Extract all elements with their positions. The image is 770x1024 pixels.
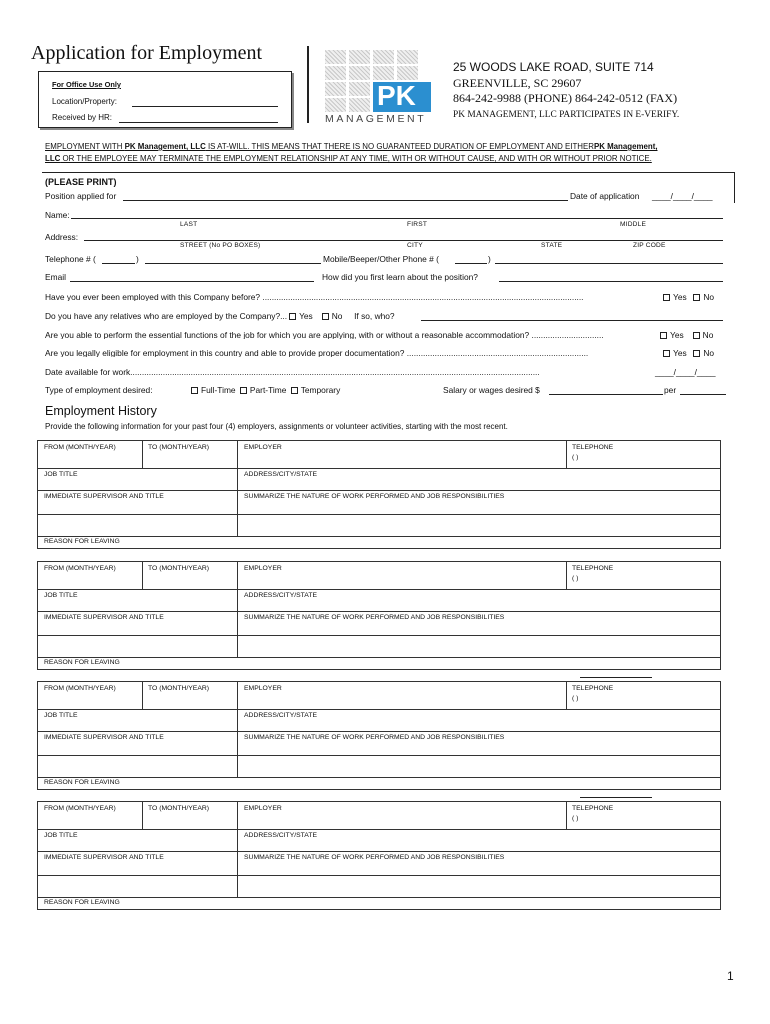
telephone-close-paren: ) bbox=[136, 254, 139, 264]
date-available-label: Date available for work................................................................................................................................................................................ bbox=[45, 368, 540, 377]
employer-name-label: EMPLOYER bbox=[244, 444, 282, 451]
learn-about-label: How did you first learn about the position? bbox=[322, 272, 478, 282]
temporary-checkbox[interactable] bbox=[291, 387, 298, 394]
q-legally-eligible: Are you legally eligible for employment in this country and able to provide proper documentation? .............................................................................. bbox=[45, 349, 589, 358]
position-applied-field[interactable] bbox=[123, 200, 568, 201]
address-sub-city: CITY bbox=[407, 242, 423, 249]
essential-yes-checkbox[interactable] bbox=[660, 332, 667, 339]
essential-no-checkbox[interactable] bbox=[693, 332, 700, 339]
work-summary-label: SUMMARIZE THE NATURE OF WORK PERFORMED AND JOB RESPONSIBILITIES bbox=[244, 734, 505, 741]
page-number: 1 bbox=[727, 969, 734, 983]
full-time-checkbox[interactable] bbox=[191, 387, 198, 394]
reason-for-leaving-field[interactable] bbox=[38, 657, 722, 671]
type-employment-label: Type of employment desired: bbox=[45, 385, 153, 395]
company-everify: PK MANAGEMENT, LLC PARTICIPATES IN E-VERIFY. bbox=[453, 110, 680, 120]
office-use-heading: For Office Use Only bbox=[52, 80, 121, 89]
name-sub-middle: MIDDLE bbox=[620, 221, 647, 228]
date-of-application-field[interactable]: ____/____/____ bbox=[652, 191, 713, 201]
employer-to-label: TO (MONTH/YEAR) bbox=[148, 685, 210, 692]
employer-telephone-label: TELEPHONE bbox=[572, 805, 614, 812]
email-field[interactable] bbox=[70, 281, 314, 282]
received-by-hr-field[interactable] bbox=[119, 122, 278, 123]
salary-label: Salary or wages desired $ bbox=[443, 385, 540, 395]
company-phone-fax: 864-242-9988 (PHONE) 864-242-0512 (FAX) bbox=[453, 91, 678, 105]
employer-address-label: ADDRESS/CITY/STATE bbox=[244, 592, 318, 599]
employer-telephone-paren: ( ) bbox=[572, 575, 579, 582]
per-field[interactable] bbox=[680, 394, 726, 395]
separator-line bbox=[580, 797, 652, 798]
employer-address-label: ADDRESS/CITY/STATE bbox=[244, 471, 318, 478]
employed-yes-checkbox[interactable] bbox=[663, 294, 670, 301]
per-label: per bbox=[664, 385, 677, 395]
company-address-street: 25 WOODS LAKE ROAD, SUITE 714 bbox=[453, 60, 654, 74]
type-employment-options: Full-Time Part-Time Temporary bbox=[189, 386, 340, 394]
reason-for-leaving-field[interactable] bbox=[38, 897, 722, 911]
work-summary-label: SUMMARIZE THE NATURE OF WORK PERFORMED AND JOB RESPONSIBILITIES bbox=[244, 614, 505, 621]
employer-telephone-paren: ( ) bbox=[572, 454, 579, 461]
employer-name-field[interactable] bbox=[237, 562, 566, 589]
supervisor-label: IMMEDIATE SUPERVISOR AND TITLE bbox=[44, 854, 164, 861]
address-field[interactable] bbox=[84, 240, 723, 241]
job-title-label: JOB TITLE bbox=[44, 832, 78, 839]
mobile-close-paren: ) bbox=[488, 254, 491, 264]
employer-from-label: FROM (MONTH/YEAR) bbox=[44, 565, 116, 572]
address-sub-street: STREET (No PO BOXES) bbox=[180, 242, 261, 249]
name-sub-last: LAST bbox=[180, 221, 198, 228]
reason-for-leaving-label: REASON FOR LEAVING bbox=[44, 538, 120, 545]
office-use-box bbox=[38, 71, 292, 128]
separator-line bbox=[580, 677, 652, 678]
employer-telephone-paren: ( ) bbox=[572, 695, 579, 702]
reason-for-leaving-field[interactable] bbox=[38, 536, 722, 550]
q-employed-before: Have you ever been employed with this Company before? .......................................................................................................................................... bbox=[45, 293, 584, 302]
reason-for-leaving-label: REASON FOR LEAVING bbox=[44, 779, 120, 786]
address-sub-state: STATE bbox=[541, 242, 563, 249]
location-property-field[interactable] bbox=[132, 106, 278, 107]
telephone-area-field[interactable] bbox=[102, 263, 135, 264]
mobile-phone-label: Mobile/Beeper/Other Phone # ( bbox=[323, 254, 439, 264]
relatives-no-checkbox[interactable] bbox=[322, 313, 329, 320]
employer-block-4 bbox=[37, 801, 721, 910]
address-sub-zip: ZIP CODE bbox=[633, 242, 666, 249]
employer-to-label: TO (MONTH/YEAR) bbox=[148, 565, 210, 572]
supervisor-label: IMMEDIATE SUPERVISOR AND TITLE bbox=[44, 493, 164, 500]
eligible-yes-checkbox[interactable] bbox=[663, 350, 670, 357]
pk-logo bbox=[325, 50, 435, 126]
employer-name-field[interactable] bbox=[237, 802, 566, 829]
employer-name-label: EMPLOYER bbox=[244, 685, 282, 692]
work-summary-label: SUMMARIZE THE NATURE OF WORK PERFORMED AND JOB RESPONSIBILITIES bbox=[244, 854, 505, 861]
employment-history-intro: Provide the following information for your past four (4) employers, assignments or volunteer activities, starting with the most recent. bbox=[45, 422, 508, 431]
job-title-label: JOB TITLE bbox=[44, 592, 78, 599]
job-title-label: JOB TITLE bbox=[44, 471, 78, 478]
telephone-number-field[interactable] bbox=[145, 263, 321, 264]
name-field[interactable] bbox=[71, 218, 723, 219]
employer-name-label: EMPLOYER bbox=[244, 805, 282, 812]
employer-name-field[interactable] bbox=[237, 682, 566, 709]
at-will-notice-line2: LLC OR THE EMPLOYEE MAY TERMINATE THE EMPLOYMENT RELATIONSHIP AT ANY TIME, WITH OR WITHOUT CAUSE, AND WITH OR WITHOUT PRIOR NOTICE. bbox=[45, 154, 652, 163]
work-summary-label: SUMMARIZE THE NATURE OF WORK PERFORMED AND JOB RESPONSIBILITIES bbox=[244, 493, 505, 500]
telephone-label: Telephone # ( bbox=[45, 254, 96, 264]
please-print-label: (PLEASE PRINT) bbox=[45, 177, 117, 187]
supervisor-label: IMMEDIATE SUPERVISOR AND TITLE bbox=[44, 734, 164, 741]
reason-for-leaving-label: REASON FOR LEAVING bbox=[44, 899, 120, 906]
mobile-number-field[interactable] bbox=[495, 263, 723, 264]
header-divider bbox=[307, 46, 309, 123]
part-time-checkbox[interactable] bbox=[240, 387, 247, 394]
employer-telephone-label: TELEPHONE bbox=[572, 685, 614, 692]
company-address-city: GREENVILLE, SC 29607 bbox=[453, 76, 582, 90]
date-of-application-label: Date of application bbox=[570, 191, 640, 201]
employer-name-field[interactable] bbox=[237, 441, 566, 468]
salary-field[interactable] bbox=[549, 394, 663, 395]
reason-for-leaving-field[interactable] bbox=[38, 777, 722, 791]
employer-block-3 bbox=[37, 681, 721, 790]
employer-telephone-label: TELEPHONE bbox=[572, 444, 614, 451]
employer-to-label: TO (MONTH/YEAR) bbox=[148, 805, 210, 812]
learn-about-field[interactable] bbox=[499, 281, 723, 282]
q-essential-options: Yes No bbox=[658, 331, 713, 339]
date-available-field[interactable]: ____/____/____ bbox=[655, 367, 716, 377]
employer-address-label: ADDRESS/CITY/STATE bbox=[244, 712, 318, 719]
employer-from-label: FROM (MONTH/YEAR) bbox=[44, 685, 116, 692]
mobile-area-field[interactable] bbox=[455, 263, 487, 264]
relatives-yes-checkbox[interactable] bbox=[289, 313, 296, 320]
employer-from-label: FROM (MONTH/YEAR) bbox=[44, 805, 116, 812]
pk-logo-word: MANAGEMENT bbox=[325, 113, 427, 125]
reason-for-leaving-label: REASON FOR LEAVING bbox=[44, 659, 120, 666]
employer-block-1 bbox=[37, 440, 721, 549]
yes-label: Yes bbox=[673, 292, 687, 302]
q-relatives: Do you have any relatives who are employed by the Company?... Yes No If so, who? bbox=[45, 311, 395, 321]
eligible-no-checkbox[interactable] bbox=[693, 350, 700, 357]
employer-address-label: ADDRESS/CITY/STATE bbox=[244, 832, 318, 839]
q-essential-functions: Are you able to perform the essential functions of the job for which you are applying, with or without a reasonable accommodation? ............................... bbox=[45, 331, 604, 340]
employment-history-heading: Employment History bbox=[45, 404, 157, 418]
position-applied-label: Position applied for bbox=[45, 191, 117, 201]
supervisor-label: IMMEDIATE SUPERVISOR AND TITLE bbox=[44, 614, 164, 621]
at-will-notice-line1: EMPLOYMENT WITH PK Management, LLC IS AT-WILL. THIS MEANS THAT THERE IS NO GUARANTEED DURATION OF EMPLOYMENT AND EITHERPK Management, bbox=[45, 142, 658, 151]
employed-no-checkbox[interactable] bbox=[693, 294, 700, 301]
received-by-hr-label: Received by HR: bbox=[52, 113, 113, 122]
name-sub-first: FIRST bbox=[407, 221, 428, 228]
location-property-label: Location/Property: bbox=[52, 97, 117, 106]
employer-name-label: EMPLOYER bbox=[244, 565, 282, 572]
name-label: Name: bbox=[45, 210, 70, 220]
employer-telephone-paren: ( ) bbox=[572, 815, 579, 822]
page-title: Application for Employment bbox=[31, 42, 263, 64]
employer-telephone-label: TELEPHONE bbox=[572, 565, 614, 572]
pk-logo-letters: PK bbox=[377, 80, 416, 111]
q-employed-options bbox=[661, 293, 714, 301]
employer-block-2 bbox=[37, 561, 721, 670]
employer-to-label: TO (MONTH/YEAR) bbox=[148, 444, 210, 451]
no-label: No bbox=[703, 292, 715, 302]
email-label: Email bbox=[45, 272, 66, 282]
q-eligible-options: Yes No bbox=[661, 349, 714, 357]
employer-from-label: FROM (MONTH/YEAR) bbox=[44, 444, 116, 451]
address-label: Address: bbox=[45, 232, 79, 242]
job-title-label: JOB TITLE bbox=[44, 712, 78, 719]
relatives-who-field[interactable] bbox=[421, 320, 723, 321]
